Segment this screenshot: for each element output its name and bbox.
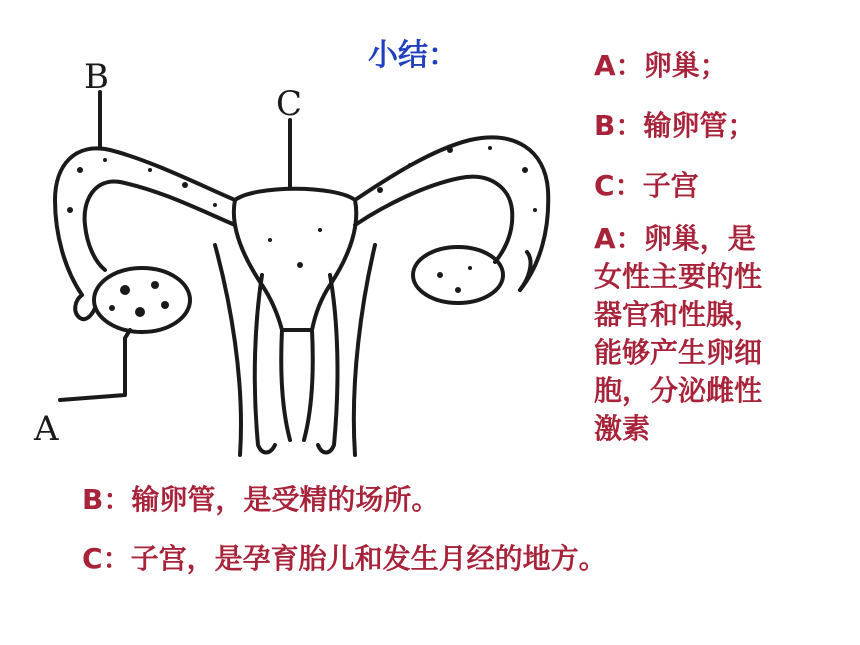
definition-a-detail-line: 胞，分泌雌性 — [594, 374, 763, 407]
definition-b-detail-key: B — [82, 483, 104, 516]
definition-b-detail-sep: ： — [103, 483, 132, 516]
definition-b-key: B — [594, 109, 616, 142]
definition-b-short — [594, 104, 755, 144]
definition-c-detail-text: 子宫，是孕育胎儿和发生月经的地方。 — [130, 542, 607, 575]
definition-c-detail-key: C — [82, 542, 103, 575]
definition-c-key: C — [594, 169, 615, 202]
right-ovary — [413, 247, 503, 303]
leader-line-a — [60, 330, 130, 400]
definition-a-detail-line-text: 卵巢，是 — [643, 222, 756, 255]
definition-c-sep: ： — [614, 169, 643, 202]
definition-b-detail-text: 输卵管，是受精的场所。 — [131, 483, 440, 516]
left-ovary — [94, 268, 190, 332]
definition-c-text: 子宫 — [642, 169, 699, 202]
diagram-label-b: B — [84, 57, 109, 97]
uterus-body — [234, 189, 356, 330]
definition-b-detail — [82, 478, 439, 518]
definition-a-detail-key: A — [594, 222, 616, 255]
definition-c-short — [594, 164, 699, 204]
definition-a-detail-sep: ： — [615, 222, 644, 255]
diagram-label-a: A — [34, 409, 59, 449]
slide-title: 小结： — [368, 38, 458, 73]
definition-c-detail-sep: ： — [102, 542, 131, 575]
definition-c-detail — [82, 537, 607, 577]
definition-a-detail-line: 女性主要的性 — [594, 260, 763, 293]
definition-b-text: 输卵管； — [643, 109, 756, 142]
definition-a-detail-line: 激素 — [594, 412, 651, 445]
definition-a-text: 卵巢； — [643, 49, 728, 82]
definition-a-sep: ： — [615, 49, 644, 82]
definition-a-detail — [594, 220, 810, 448]
definition-a-short — [594, 44, 728, 84]
definition-b-sep: ： — [615, 109, 644, 142]
tissue-speckles — [67, 146, 537, 317]
definition-a-key: A — [594, 49, 616, 82]
definition-a-detail-line: 器官和性腺， — [594, 298, 763, 331]
definition-a-detail-line — [594, 220, 810, 258]
right-fallopian-tube — [355, 137, 548, 290]
diagram-label-c: C — [276, 84, 303, 124]
definition-a-detail-line: 能够产生卵细 — [594, 336, 763, 369]
